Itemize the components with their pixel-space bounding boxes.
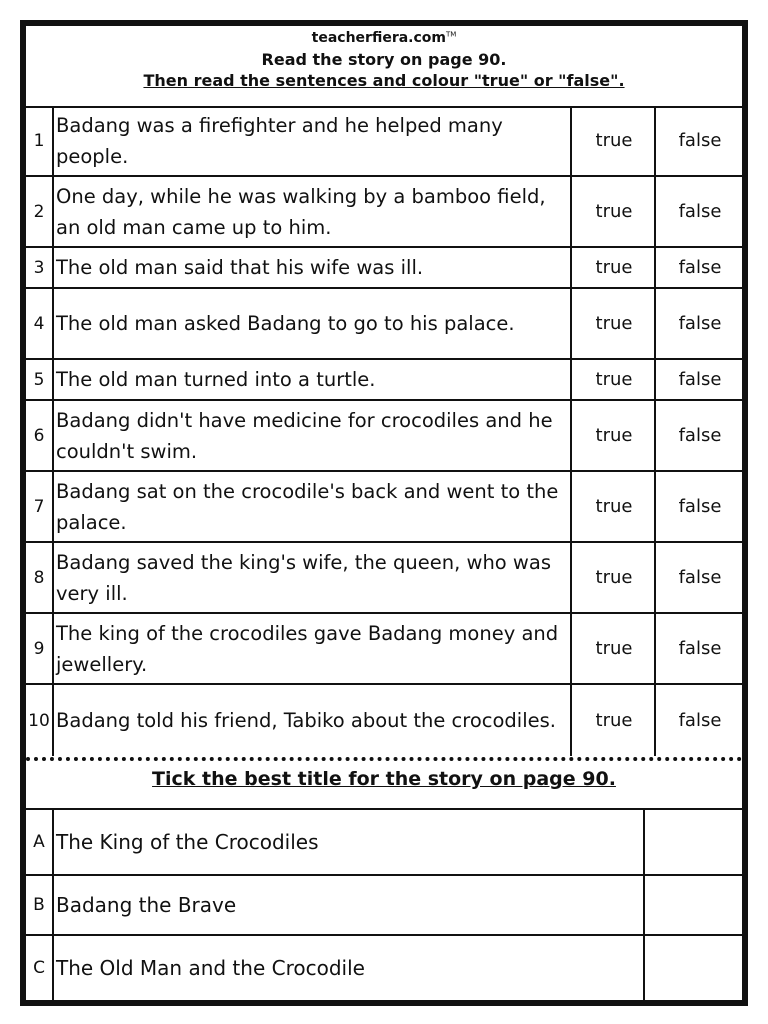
statement-number: 8 [26,543,54,612]
brand-line [26,30,742,46]
instruction-line-2 [26,71,742,90]
true-option[interactable]: true [570,614,656,683]
statement-text: The old man turned into a turtle. [56,368,376,391]
statement-number: 7 [26,472,54,541]
statement-number: 9 [26,614,54,683]
false-option[interactable]: false [654,401,744,470]
true-option[interactable]: true [570,248,656,287]
title-question-text: Tick the best title for the story on page 90. [152,768,616,790]
statement-row-2 [26,177,742,248]
statement-text: Badang sat on the crocodile's back and went to the palace. [56,479,559,534]
instruction-line-2-text: Then read the sentences and colour "true" or "false". [143,71,625,90]
false-option[interactable]: false [654,177,744,246]
statement-row-10 [26,685,742,756]
title-question [26,768,742,790]
false-option[interactable]: false [654,685,744,756]
statement-row-9 [26,614,742,685]
statement-text: One day, while he was walking by a bamboo field, an old man came up to him. [56,184,546,239]
true-option[interactable]: true [570,472,656,541]
worksheet-header [26,26,742,108]
false-option[interactable]: false [654,106,744,175]
false-option[interactable]: false [654,248,744,287]
statement-row-4 [26,289,742,360]
statement-row-7 [26,472,742,543]
true-option[interactable]: true [570,401,656,470]
false-option[interactable]: false [654,360,744,399]
brand-name: teacherfiera.com [311,30,447,46]
statement-text: Badang saved the king's wife, the queen, who was very ill. [56,550,551,605]
title-option-row-b [26,876,742,936]
statement-number: 1 [26,106,54,175]
statement-row-3 [26,248,742,289]
statement-row-8 [26,543,742,614]
trademark-mark: TM [446,30,457,39]
statement-number: 6 [26,401,54,470]
title-option-letter: C [26,936,54,1000]
true-option[interactable]: true [570,543,656,612]
statement-number: 5 [26,360,54,399]
statement-row-1 [26,106,742,177]
statement-text: Badang told his friend, Tabiko about the crocodiles. [56,709,557,732]
worksheet [20,20,748,1006]
title-option-row-a [26,810,742,876]
title-option-text: Badang the Brave [56,893,237,917]
true-option[interactable]: true [570,106,656,175]
true-option[interactable]: true [570,177,656,246]
statement-row-5 [26,360,742,401]
true-option[interactable]: true [570,685,656,756]
title-option-text: The King of the Crocodiles [56,830,319,854]
title-option-row-c [26,936,742,1000]
statement-text: The king of the crocodiles gave Badang money and jewellery. [56,621,559,676]
statement-number: 4 [26,289,54,358]
false-option[interactable]: false [654,614,744,683]
false-option[interactable]: false [654,289,744,358]
false-option[interactable]: false [654,543,744,612]
true-option[interactable]: true [570,360,656,399]
title-option-letter: B [26,876,54,934]
statement-text: The old man asked Badang to go to his palace. [56,312,515,335]
tick-box[interactable] [643,876,744,934]
tick-box[interactable] [643,810,744,874]
statement-number: 2 [26,177,54,246]
statement-number: 10 [26,685,54,756]
dotted-divider [26,757,742,761]
statement-number: 3 [26,248,54,287]
title-option-letter: A [26,810,54,874]
statement-row-6 [26,401,742,472]
tick-box[interactable] [643,936,744,1000]
false-option[interactable]: false [654,472,744,541]
statement-text: Badang was a firefighter and he helped many people. [56,113,503,168]
true-option[interactable]: true [570,289,656,358]
instruction-line-1: Read the story on page 90. [261,50,507,69]
title-option-text: The Old Man and the Crocodile [56,956,365,980]
statement-text: The old man said that his wife was ill. [56,256,424,279]
statement-text: Badang didn't have medicine for crocodiles and he couldn't swim. [56,408,553,463]
